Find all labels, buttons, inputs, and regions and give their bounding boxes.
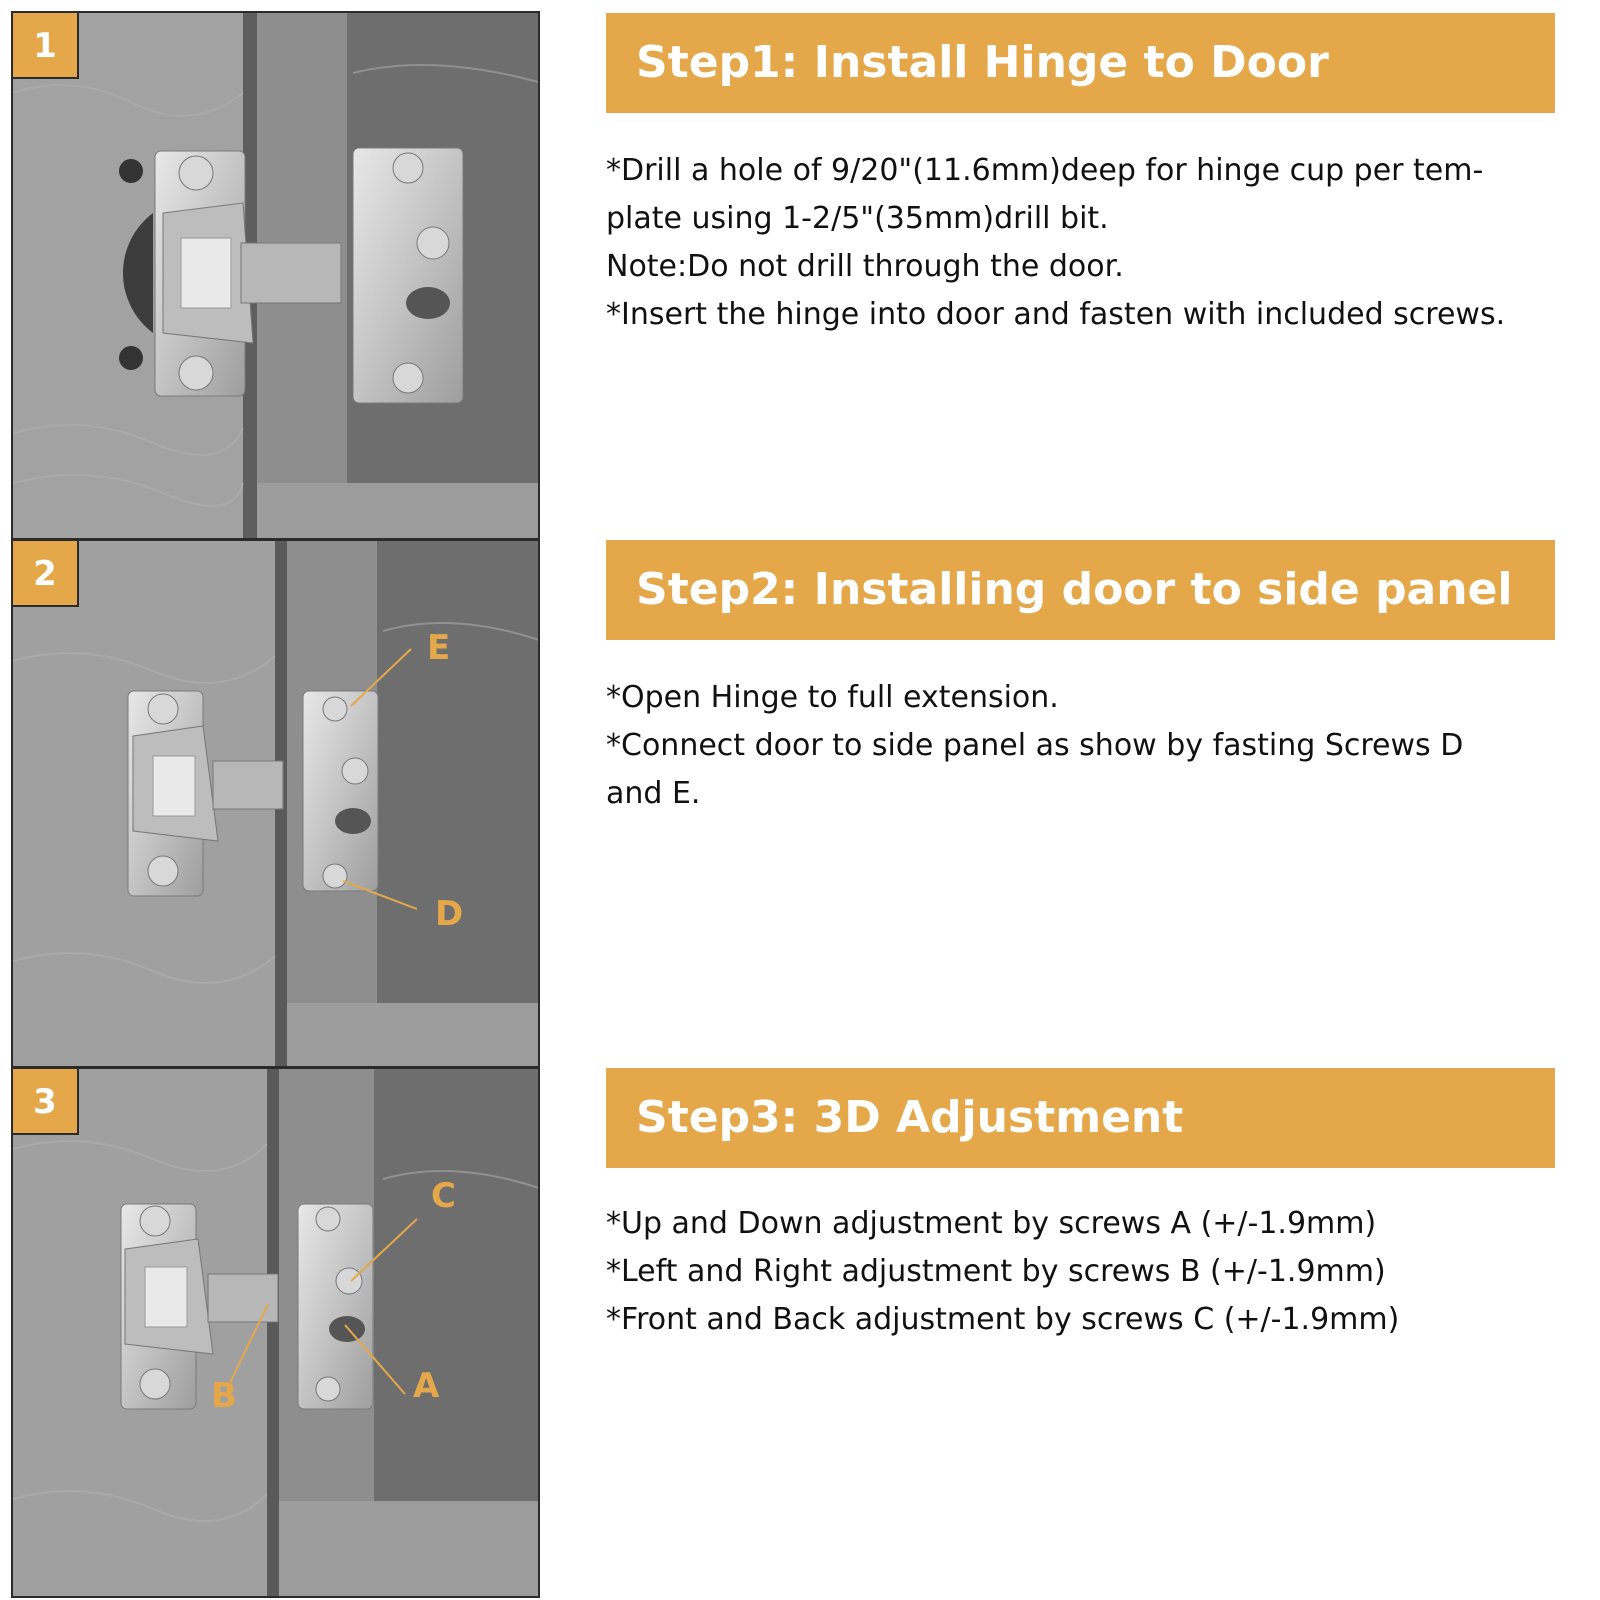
- callout-label-c: C: [431, 1176, 456, 1216]
- panel-number-badge: 1: [13, 13, 79, 79]
- step1-title: Step1: Install Hinge to Door: [606, 13, 1555, 113]
- step2-line-2: *Connect door to side panel as show by fasting Screws D: [606, 728, 1464, 763]
- callout-label-d: D: [435, 894, 464, 934]
- step2-line-1: *Open Hinge to full extension.: [606, 680, 1059, 715]
- panel-number-badge: 3: [13, 1069, 79, 1135]
- step2-title: Step2: Installing door to side panel: [606, 540, 1555, 640]
- step1-line-2: plate using 1-2/5"(35mm)drill bit.: [606, 201, 1109, 236]
- step3-line-3: *Front and Back adjustment by screws C (+/-1.9mm): [606, 1302, 1400, 1337]
- step1-line-4: *Insert the hinge into door and fasten with included screws.: [606, 297, 1506, 332]
- step2-line-3: and E.: [606, 776, 701, 811]
- callout-label-a: A: [413, 1366, 440, 1406]
- step3-line-2: *Left and Right adjustment by screws B (+/-1.9mm): [606, 1254, 1386, 1289]
- step3-instructions: [606, 1200, 1556, 1344]
- step3-title: Step3: 3D Adjustment: [606, 1068, 1555, 1168]
- callout-label-e: E: [427, 628, 451, 668]
- hinge-illustration-1: [13, 13, 540, 540]
- callout-label-b: B: [211, 1376, 237, 1416]
- step1-line-1: *Drill a hole of 9/20"(11.6mm)deep for hinge cup per tem-: [606, 153, 1484, 188]
- panel-3-image: [11, 1067, 540, 1598]
- panel-1-image: [11, 11, 540, 540]
- step3-line-1: *Up and Down adjustment by screws A (+/-1.9mm): [606, 1206, 1377, 1241]
- step1-line-3: Note:Do not drill through the door.: [606, 249, 1124, 284]
- step1-instructions: [606, 147, 1556, 339]
- hinge-illustration-2: [13, 541, 540, 1068]
- hinge-illustration-3: [13, 1069, 540, 1598]
- panel-2-image: [11, 539, 540, 1068]
- panel-number-badge: 2: [13, 541, 79, 607]
- step2-instructions: [606, 674, 1556, 818]
